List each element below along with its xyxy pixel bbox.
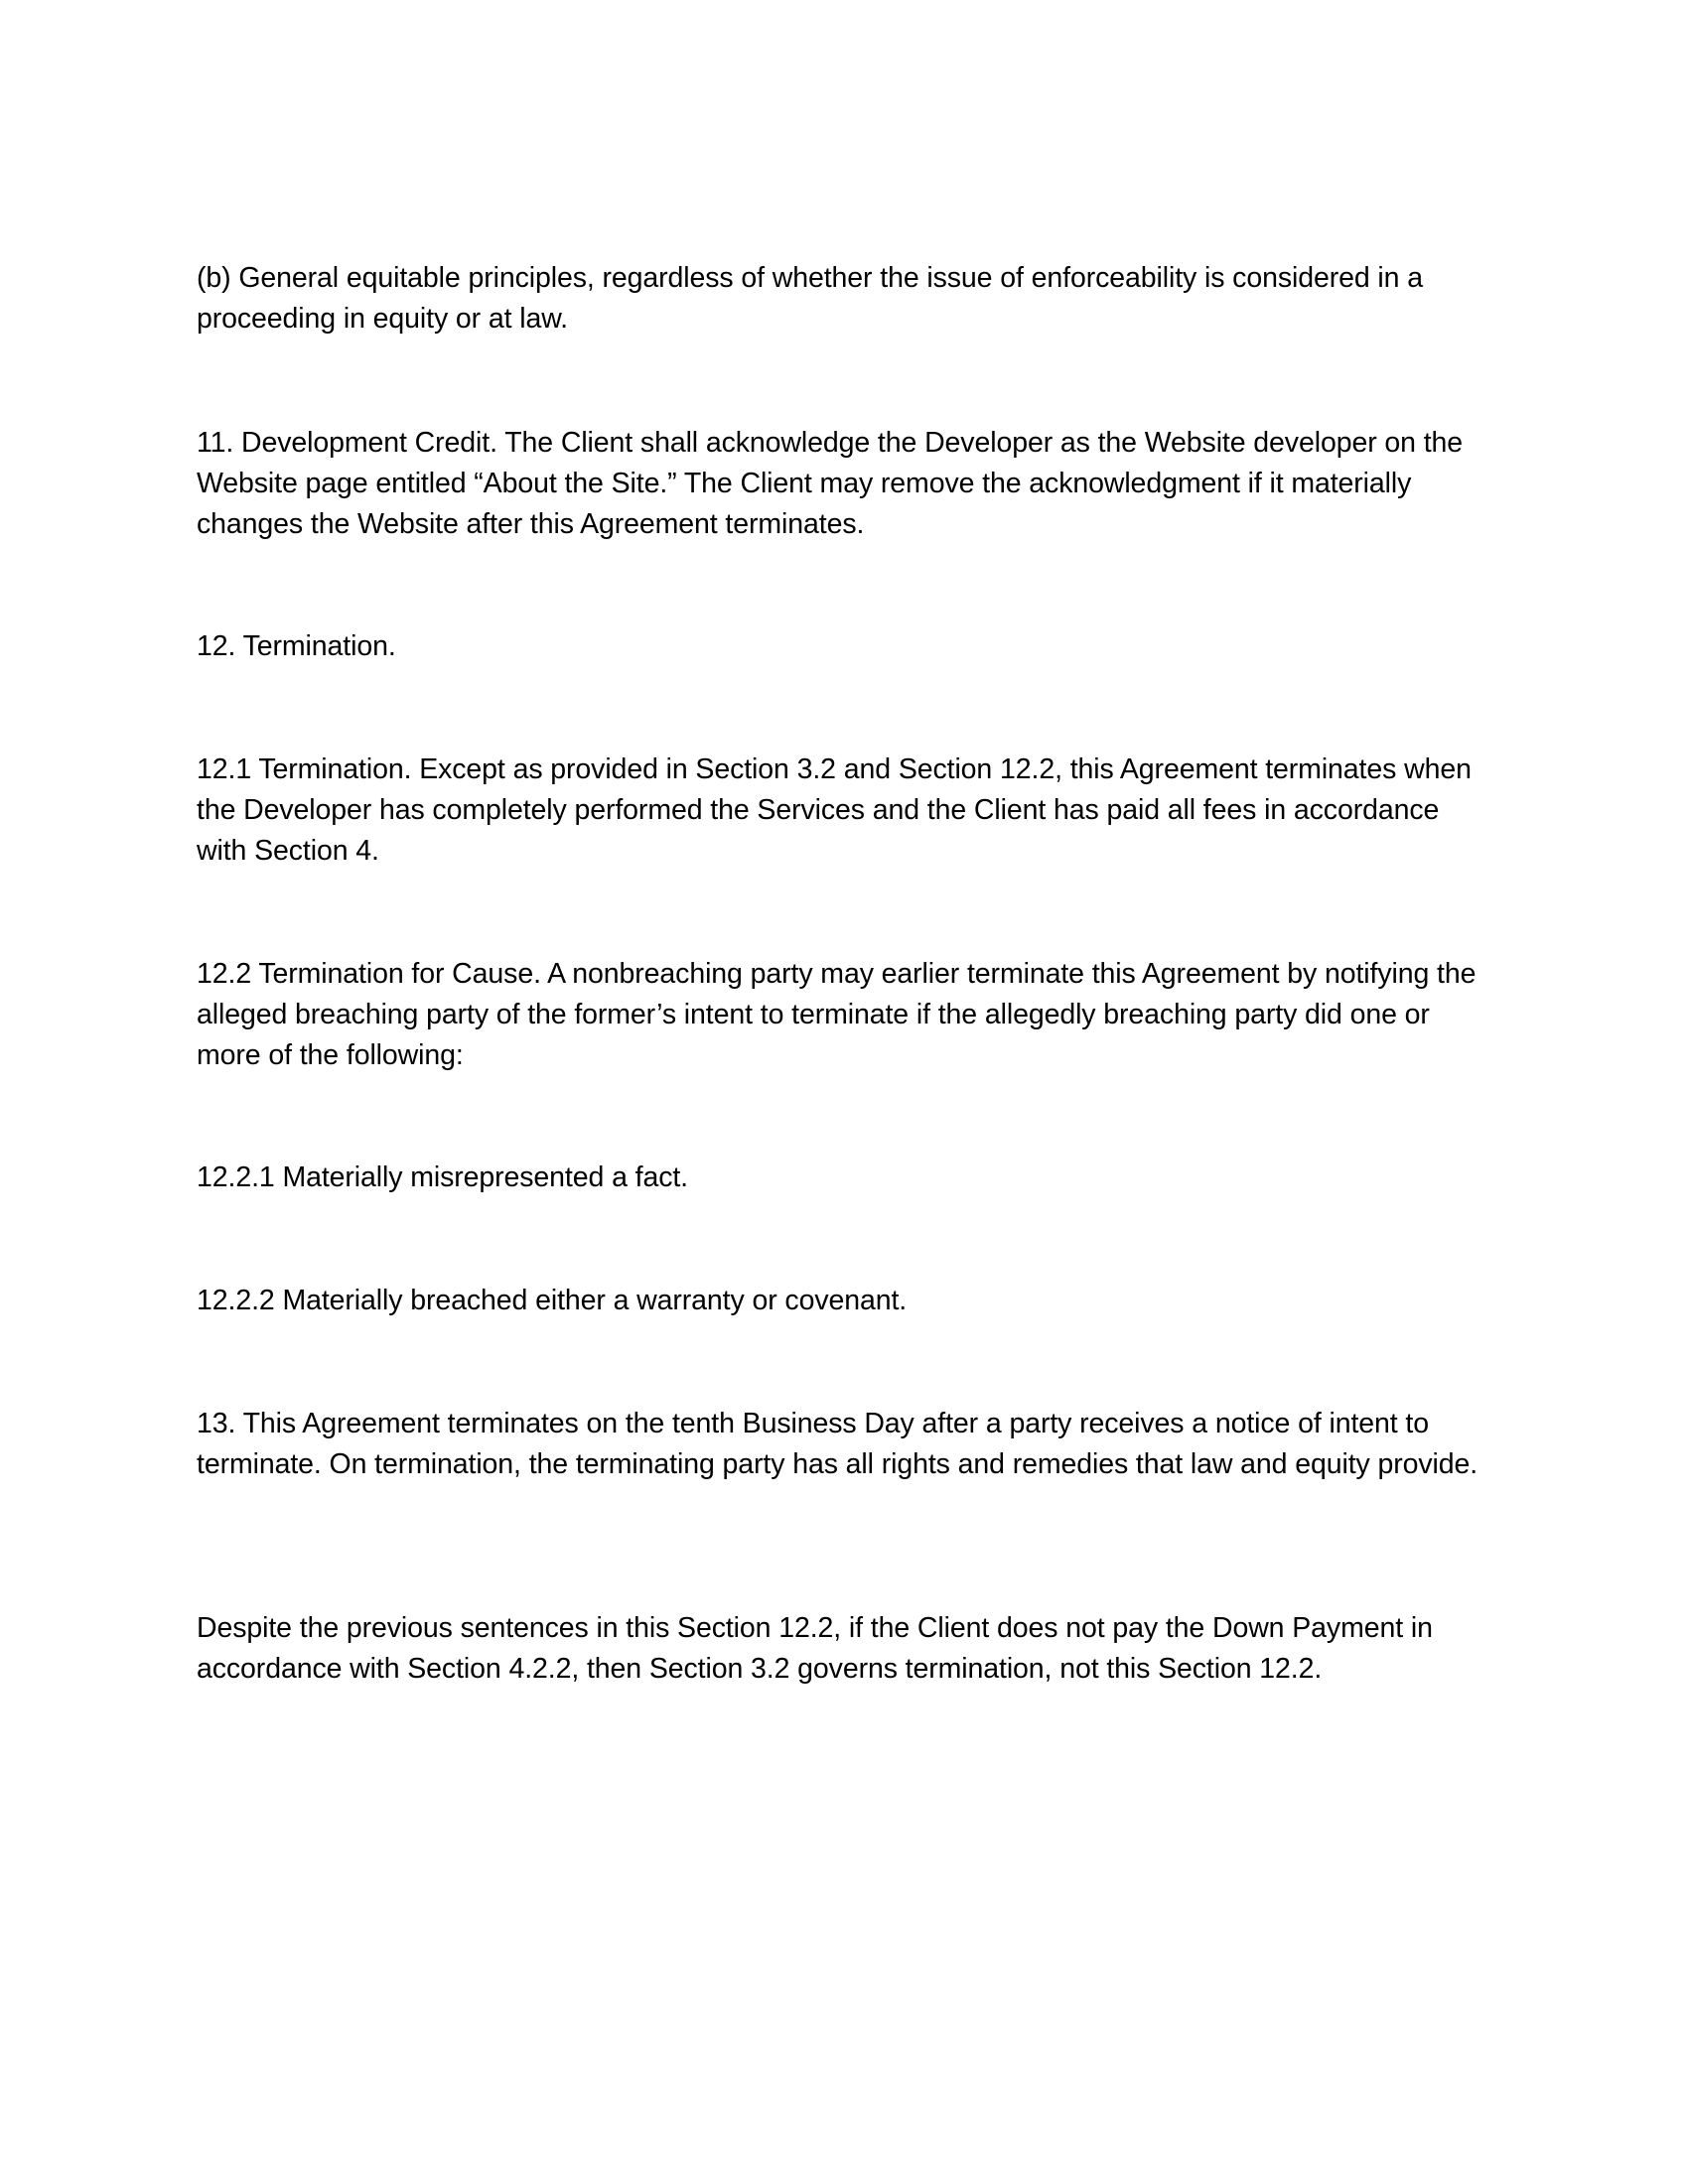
paragraph-down-payment-exception: Despite the previous sentences in this Section 12.2, if the Client does not pay the Down Payment in accordance with Section 4.2.2, then Section 3.2 governs termination, not this Section 12.2.	[197, 1612, 1433, 1685]
paragraph-12-1-termination: 12.1 Termination. Except as provided in Section 3.2 and Section 12.2, this Agreement terminates when the Developer has completely performed the Services and the Client has paid all fees in accordance with Section 4.	[197, 753, 1472, 867]
paragraph-b-equitable-principles: (b) General equitable principles, regardless of whether the issue of enforceability is considered in a proceeding in equity or at law.	[197, 262, 1423, 335]
paragraph-12-2-termination-for-cause: 12.2 Termination for Cause. A nonbreaching party may earlier terminate this Agreement by notifying the alleged breaching party of the former’s intent to terminate if the allegedly breaching party did one or more of the following:	[197, 958, 1477, 1071]
paragraph-12-2-2-breach: 12.2.2 Materially breached either a warranty or covenant.	[197, 1285, 908, 1316]
paragraph-11-development-credit: 11. Development Credit. The Client shall acknowledge the Developer as the Website developer on the Website page entitled “About the Site.” The Client may remove the acknowledgment if it materially changes the Website after this Agreement terminates.	[197, 427, 1464, 540]
heading-12-termination: 12. Termination.	[197, 630, 396, 662]
paragraph-12-2-1-misrepresentation: 12.2.1 Materially misrepresented a fact.	[197, 1161, 688, 1193]
paragraph-13-termination-timing: 13. This Agreement terminates on the tenth Business Day after a party receives a notice of intent to terminate. On termination, the terminating party has all rights and remedies that law and equity provide.	[197, 1408, 1478, 1480]
